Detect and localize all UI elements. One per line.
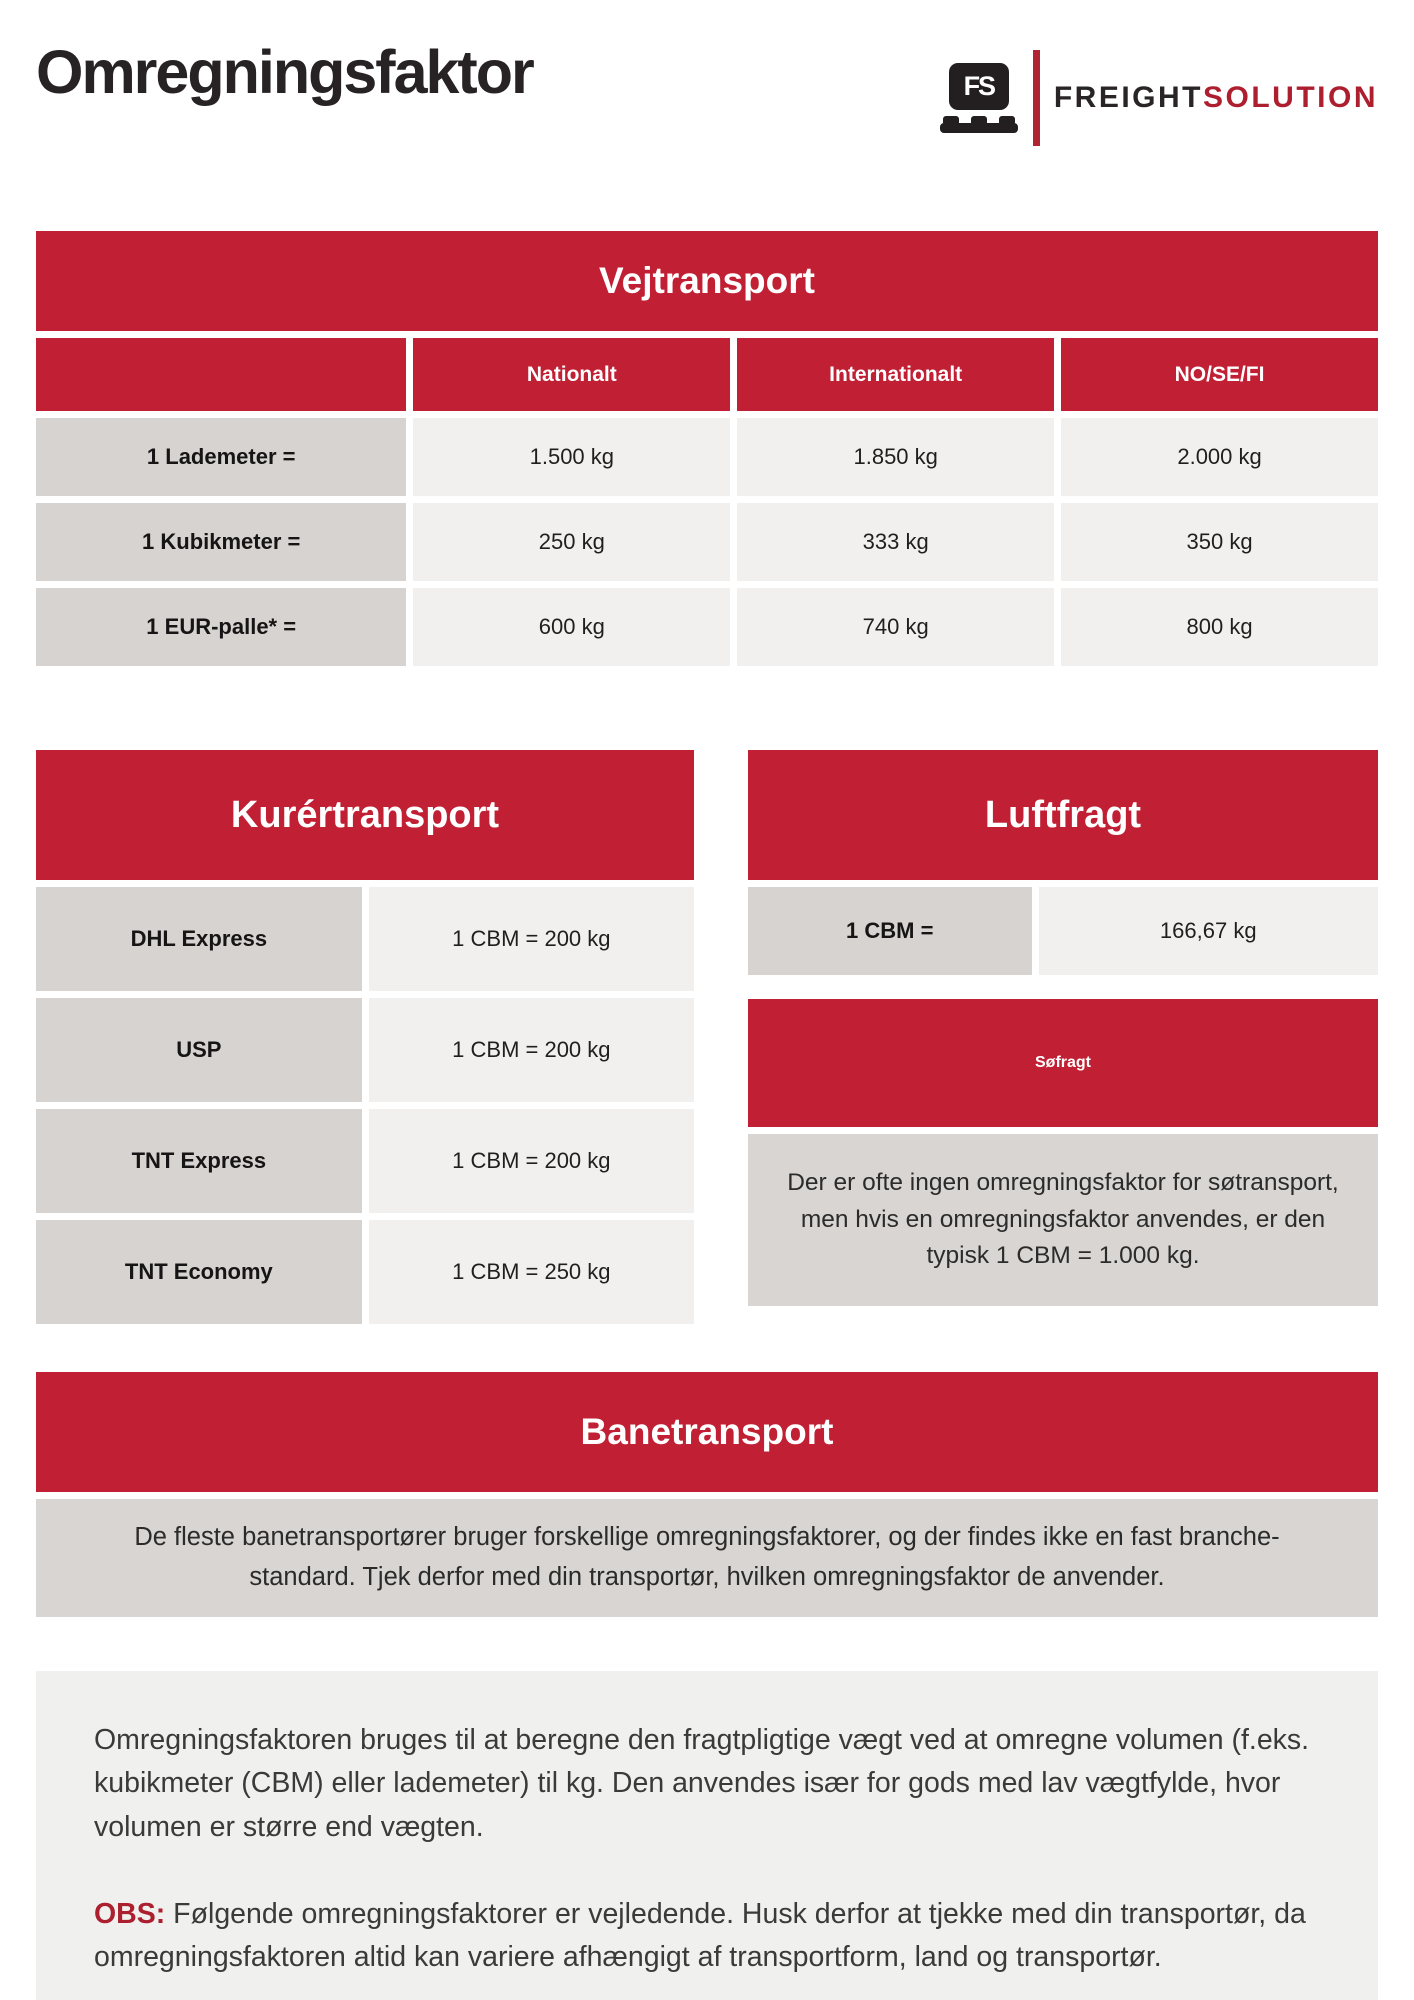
row-value: 166,67 kg [1039, 887, 1379, 975]
fs-monogram-icon [949, 63, 1009, 110]
row-value: 600 kg [413, 588, 730, 666]
row-label: 1 Kubikmeter = [36, 503, 406, 581]
freightsolution-logo [939, 50, 1378, 146]
row-label: TNT Economy [36, 1220, 362, 1324]
note-line: typisk 1 CBM = 1.000 kg. [926, 1242, 1200, 1270]
page-title: Omregningsfaktor [36, 38, 533, 106]
explanation-paragraph: Omregningsfaktoren bruges til at beregne den fragtpligtige vægt ved at omregne volumen (f.eks. kubikmeter (CBM) eller lademeter) til kg. Den anvendes især for gods med lav vægtfylde, hvor volumen er større end vægten. [94, 1724, 1310, 1843]
table-row [36, 1220, 694, 1324]
row-value: 740 kg [737, 588, 1054, 666]
middle-section [36, 750, 1378, 1324]
logo-divider [1033, 50, 1040, 146]
row-value: 350 kg [1061, 503, 1378, 581]
column-header-empty [36, 338, 406, 411]
column-header-nationalt: Nationalt [413, 338, 730, 411]
obs-label: OBS: [94, 1897, 166, 1930]
luftfragt-banner: Luftfragt [748, 750, 1378, 880]
note-line: men hvis en omregningsfaktor anvendes, er den [800, 1205, 1326, 1233]
row-value: 333 kg [737, 503, 1054, 581]
logo-word-freight: FREIGHT [1053, 81, 1203, 114]
explanation-box [36, 1671, 1378, 2000]
row-value: 1 CBM = 200 kg [369, 998, 694, 1102]
kurertransport-section [36, 750, 694, 1324]
fs-pallet-icon [939, 63, 1019, 133]
table-row [36, 418, 1378, 496]
table-row [36, 588, 1378, 666]
sofragt-banner: Søfragt [748, 999, 1378, 1127]
column-header-internationalt: Internationalt [737, 338, 1054, 411]
table-row [36, 998, 694, 1102]
banetransport-section [36, 1372, 1378, 1617]
table-row [36, 887, 694, 991]
row-value: 1 CBM = 200 kg [369, 1109, 694, 1213]
note-line: Der er ofte ingen omregningsfaktor for søtransport, [787, 1168, 1339, 1196]
row-label: 1 EUR-palle* = [36, 588, 406, 666]
right-column [748, 750, 1378, 1324]
row-label: 1 Lademeter = [36, 418, 406, 496]
table-row [36, 503, 1378, 581]
kurertransport-banner: Kurértransport [36, 750, 694, 880]
row-label: DHL Express [36, 887, 362, 991]
table-row [36, 1109, 694, 1213]
row-value: 1.500 kg [413, 418, 730, 496]
row-value: 800 kg [1061, 588, 1378, 666]
note-line: De fleste banetransportører bruger forskellige omregningsfaktorer, og der findes ikke en fast branche- [134, 1523, 1280, 1552]
header [0, 0, 1414, 146]
vejtransport-header-row [36, 338, 1378, 411]
obs-text: Følgende omregningsfaktorer er vejledende. Husk derfor at tjekke med din transportør, da omregningsfaktoren altid kan variere afhængigt af transportform, land og transportør. [94, 1897, 1306, 1974]
vejtransport-banner: Vejtransport [36, 231, 1378, 331]
pallet-icon [940, 116, 1018, 133]
row-label: 1 CBM = [748, 887, 1032, 975]
logo-wordmark [1054, 81, 1378, 115]
sofragt-note [748, 1134, 1378, 1306]
fs-monogram-letters: FS [963, 71, 995, 101]
row-value: 1 CBM = 200 kg [369, 887, 694, 991]
row-label: TNT Express [36, 1109, 362, 1213]
row-label: USP [36, 998, 362, 1102]
row-value: 250 kg [413, 503, 730, 581]
column-header-nosefi: NO/SE/FI [1061, 338, 1378, 411]
row-value: 2.000 kg [1061, 418, 1378, 496]
obs-paragraph [94, 1893, 1320, 1980]
banetransport-note [36, 1499, 1378, 1617]
row-value: 1.850 kg [737, 418, 1054, 496]
note-line: standard. Tjek derfor med din transportør, hvilken omregningsfaktor de anvender. [249, 1563, 1165, 1591]
table-row [748, 887, 1378, 975]
vejtransport-section [36, 231, 1378, 666]
row-value: 1 CBM = 250 kg [369, 1220, 694, 1324]
logo-word-solution: SOLUTION [1203, 81, 1378, 114]
banetransport-banner: Banetransport [36, 1372, 1378, 1492]
